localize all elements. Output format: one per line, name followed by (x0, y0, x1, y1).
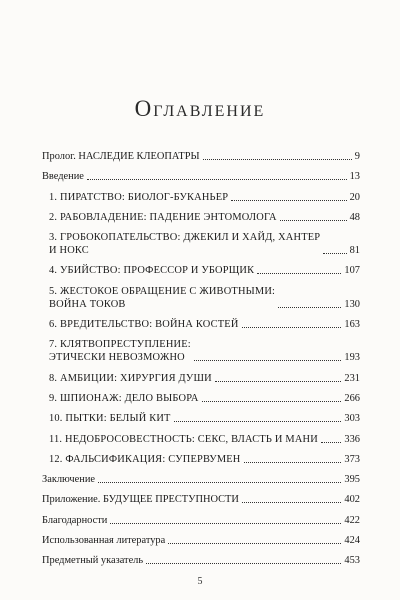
toc-entry-page: 424 (344, 535, 360, 547)
toc-entry-page: 422 (344, 514, 360, 526)
toc-entry-page: 81 (349, 245, 360, 257)
toc-entry-prologue[interactable] (42, 150, 360, 163)
toc-entry-label-line-1: 5. ЖЕСТОКОЕ ОБРАЩЕНИЕ С ЖИВОТНЫМИ: (49, 285, 276, 297)
toc-entry-label: 9. ШПИОНАЖ: ДЕЛО ВЫБОРА (49, 392, 199, 404)
toc-entry-label-line-2: ЭТИЧЕСКИ НЕВОЗМОЖНО (49, 352, 185, 364)
toc-entry-introduction[interactable] (42, 170, 360, 183)
dot-leader (146, 563, 341, 564)
toc-entry-page: 303 (344, 413, 360, 425)
toc-entry-page: 13 (349, 171, 360, 183)
toc-entry-label: Заключение (42, 474, 95, 486)
toc-entry-label: 10. ПЫТКИ: БЕЛЫЙ КИТ (49, 413, 171, 425)
table-of-contents (42, 150, 360, 575)
dot-leader (194, 360, 342, 361)
toc-entry-label: Предметный указатель (42, 555, 144, 567)
dot-leader (242, 327, 342, 328)
dot-leader (168, 543, 341, 544)
toc-entry-label: Введение (42, 171, 84, 183)
toc-entry-page: 48 (349, 211, 360, 223)
toc-entry-chapter-10[interactable] (42, 412, 360, 425)
toc-entry-label: Приложение. БУДУЩЕЕ ПРЕСТУПНОСТИ (42, 494, 239, 506)
dot-leader (244, 462, 342, 463)
dot-leader (203, 159, 352, 160)
toc-entry-label: Благодарности (42, 514, 108, 526)
toc-entry-chapter-6[interactable] (42, 318, 360, 331)
toc-entry-label (49, 338, 191, 364)
toc-entry-chapter-7[interactable] (42, 338, 360, 364)
toc-entry-page: 395 (344, 474, 360, 486)
toc-entry-label: 2. РАБОВЛАДЕНИЕ: ПАДЕНИЕ ЭНТОМОЛОГА (49, 211, 277, 223)
toc-entry-label: 8. АМБИЦИИ: ХИРУРГИЯ ДУШИ (49, 372, 212, 384)
toc-entry-label: Использованная литература (42, 535, 166, 547)
toc-entry-label: 4. УБИЙСТВО: ПРОФЕССОР И УБОРЩИК (49, 265, 255, 277)
dot-leader (280, 220, 347, 221)
toc-entry-page: 266 (344, 392, 360, 404)
toc-entry-page: 193 (344, 352, 360, 364)
toc-entry-page: 402 (344, 494, 360, 506)
toc-entry-label (49, 285, 275, 311)
toc-entry-page: 107 (344, 265, 360, 277)
toc-entry-page: 453 (344, 555, 360, 567)
toc-entry-label (49, 231, 320, 257)
toc-entry-chapter-5[interactable] (42, 285, 360, 311)
dot-leader (231, 200, 346, 201)
dot-leader (278, 307, 341, 308)
dot-leader (98, 482, 341, 483)
toc-entry-page: 20 (349, 191, 360, 203)
toc-entry-label-line-1: 7. КЛЯТВОПРЕСТУПЛЕНИЕ: (49, 339, 191, 351)
toc-entry-label: Пролог. НАСЛЕДИЕ КЛЕОПАТРЫ (42, 151, 200, 162)
page-number: 5 (197, 576, 203, 587)
toc-entry-chapter-2[interactable] (42, 211, 360, 224)
dot-leader (174, 421, 342, 422)
toc-entry-label-line-2: ВОЙНА ТОКОВ (49, 298, 126, 310)
toc-entry-index[interactable] (42, 554, 360, 567)
toc-entry-chapter-8[interactable] (42, 372, 360, 385)
toc-entry-page: 373 (344, 453, 360, 465)
toc-entry-chapter-4[interactable] (42, 264, 360, 277)
toc-entry-page: 231 (344, 372, 360, 384)
toc-entry-chapter-1[interactable] (42, 191, 360, 204)
toc-entry-chapter-3[interactable] (42, 231, 360, 257)
toc-entry-appendix[interactable] (42, 493, 360, 506)
toc-entry-label-line-2: И НОКС (49, 245, 89, 257)
page-title: Оглавление (134, 96, 266, 121)
dot-leader (321, 442, 341, 443)
toc-entry-page: 9 (354, 151, 360, 162)
dot-leader (215, 381, 342, 382)
toc-entry-label: 6. ВРЕДИТЕЛЬСТВО: ВОЙНА КОСТЕЙ (49, 319, 239, 331)
dot-leader (87, 179, 347, 180)
dot-leader (110, 523, 341, 524)
toc-entry-label: 11. НЕДОБРОСОВЕСТНОСТЬ: СЕКС, ВЛАСТЬ И МАНИ (49, 433, 318, 445)
toc-entry-conclusion[interactable] (42, 473, 360, 486)
toc-entry-label-line-1: 3. ГРОБОКОПАТЕЛЬСТВО: ДЖЕКИЛ И ХАЙД, ХАНТЕР (49, 232, 321, 244)
toc-entry-chapter-12[interactable] (42, 453, 360, 466)
toc-entry-page: 163 (344, 319, 360, 331)
toc-entry-chapter-9[interactable] (42, 392, 360, 405)
dot-leader (323, 253, 346, 254)
toc-entry-label: 1. ПИРАТСТВО: БИОЛОГ-БУКАНЬЕР (49, 191, 229, 203)
toc-entry-references[interactable] (42, 534, 360, 547)
toc-entry-chapter-11[interactable] (42, 433, 360, 446)
toc-entry-label: 12. ФАЛЬСИФИКАЦИЯ: СУПЕРВУМЕН (49, 453, 241, 465)
dot-leader (257, 273, 341, 274)
dot-leader (242, 502, 342, 503)
toc-entry-page: 336 (344, 433, 360, 445)
toc-entry-page: 130 (344, 298, 360, 310)
dot-leader (202, 401, 342, 402)
toc-entry-acknowledgements[interactable] (42, 514, 360, 527)
